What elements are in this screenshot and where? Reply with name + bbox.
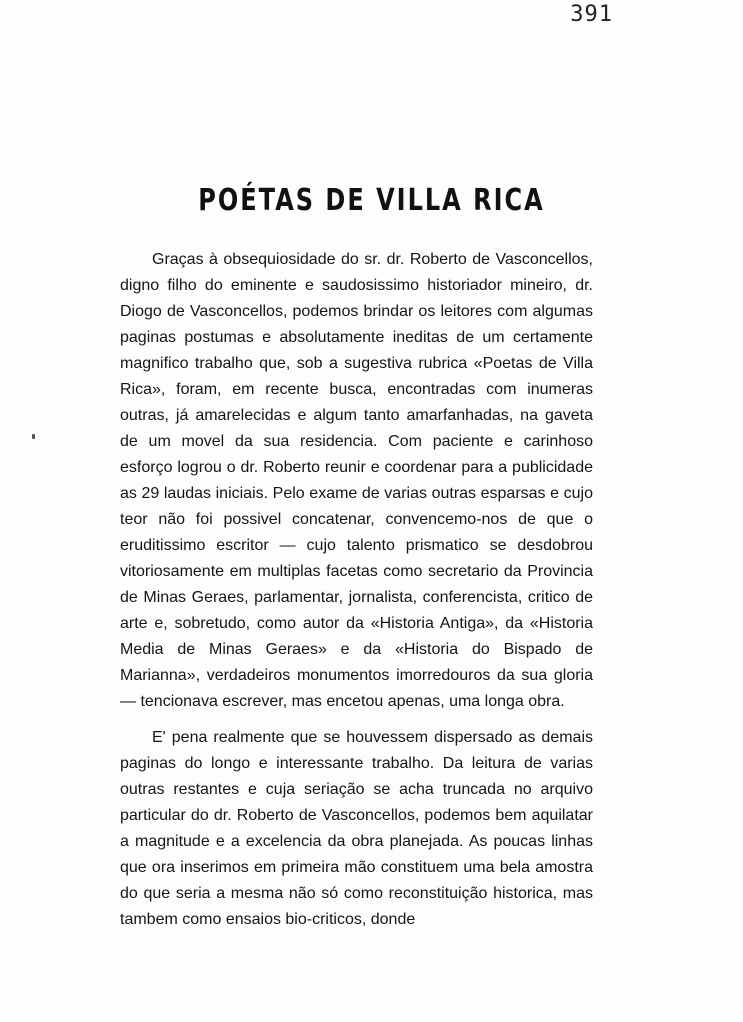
article-title: POÉTAS DE VILLA RICA [198, 182, 545, 218]
article-body [120, 247, 593, 933]
paragraph-1: Graças à obsequiosidade do sr. dr. Roberto de Vasconcellos, digno filho do eminente e saudosissimo historiador mineiro, dr. Diogo de Vasconcellos, podemos brindar os leitores com algumas paginas postumas e absolutamente ineditas de um certamente magnifico trabalho que, sob a sugestiva rubrica «Poetas de Villa Rica», foram, em recente busca, encontradas com inumeras outras, já amarelecidas e algum tanto amarfanhadas, na gaveta de um movel da sua residencia. Com paciente e carinhoso esforço logrou o dr. Roberto reunir e coordenar para a publicidade as 29 laudas iniciais. Pelo exame de varias outras esparsas e cujo teor não foi possivel concatenar, convencemo-nos de que o eruditissimo escritor — cujo talento prismatico se desdobrou vitoriosamente em multiplas facetas como secretario da Provincia de Minas Geraes, parlamentar, jornalista, conferencista, critico de arte e, sobretudo, como autor da «Historia Antiga», da «Historia Media de Minas Geraes» e da «Historia do Bispado de Marianna», verdadeiros monumentos imorredouros da sua gloria — tencionava escrever, mas encetou apenas, uma longa obra. [120, 251, 593, 710]
paragraph-2: E' pena realmente que se houvessem dispersado as demais paginas do longo e interessante trabalho. Da leitura de varias outras restantes e cuja seriação se acha truncada no arquivo particular do dr. Roberto de Vasconcellos, podemos bem aquilatar a magnitude e a excelencia da obra planejada. As poucas linhas que ora inserimos em primeira mão constituem uma bela amostra do que seria a mesma não só como reconstituição historica, mas tambem como ensaios bio-criticos, donde [120, 729, 593, 928]
page-number: 391 [570, 2, 613, 27]
scan-speck [32, 434, 35, 439]
